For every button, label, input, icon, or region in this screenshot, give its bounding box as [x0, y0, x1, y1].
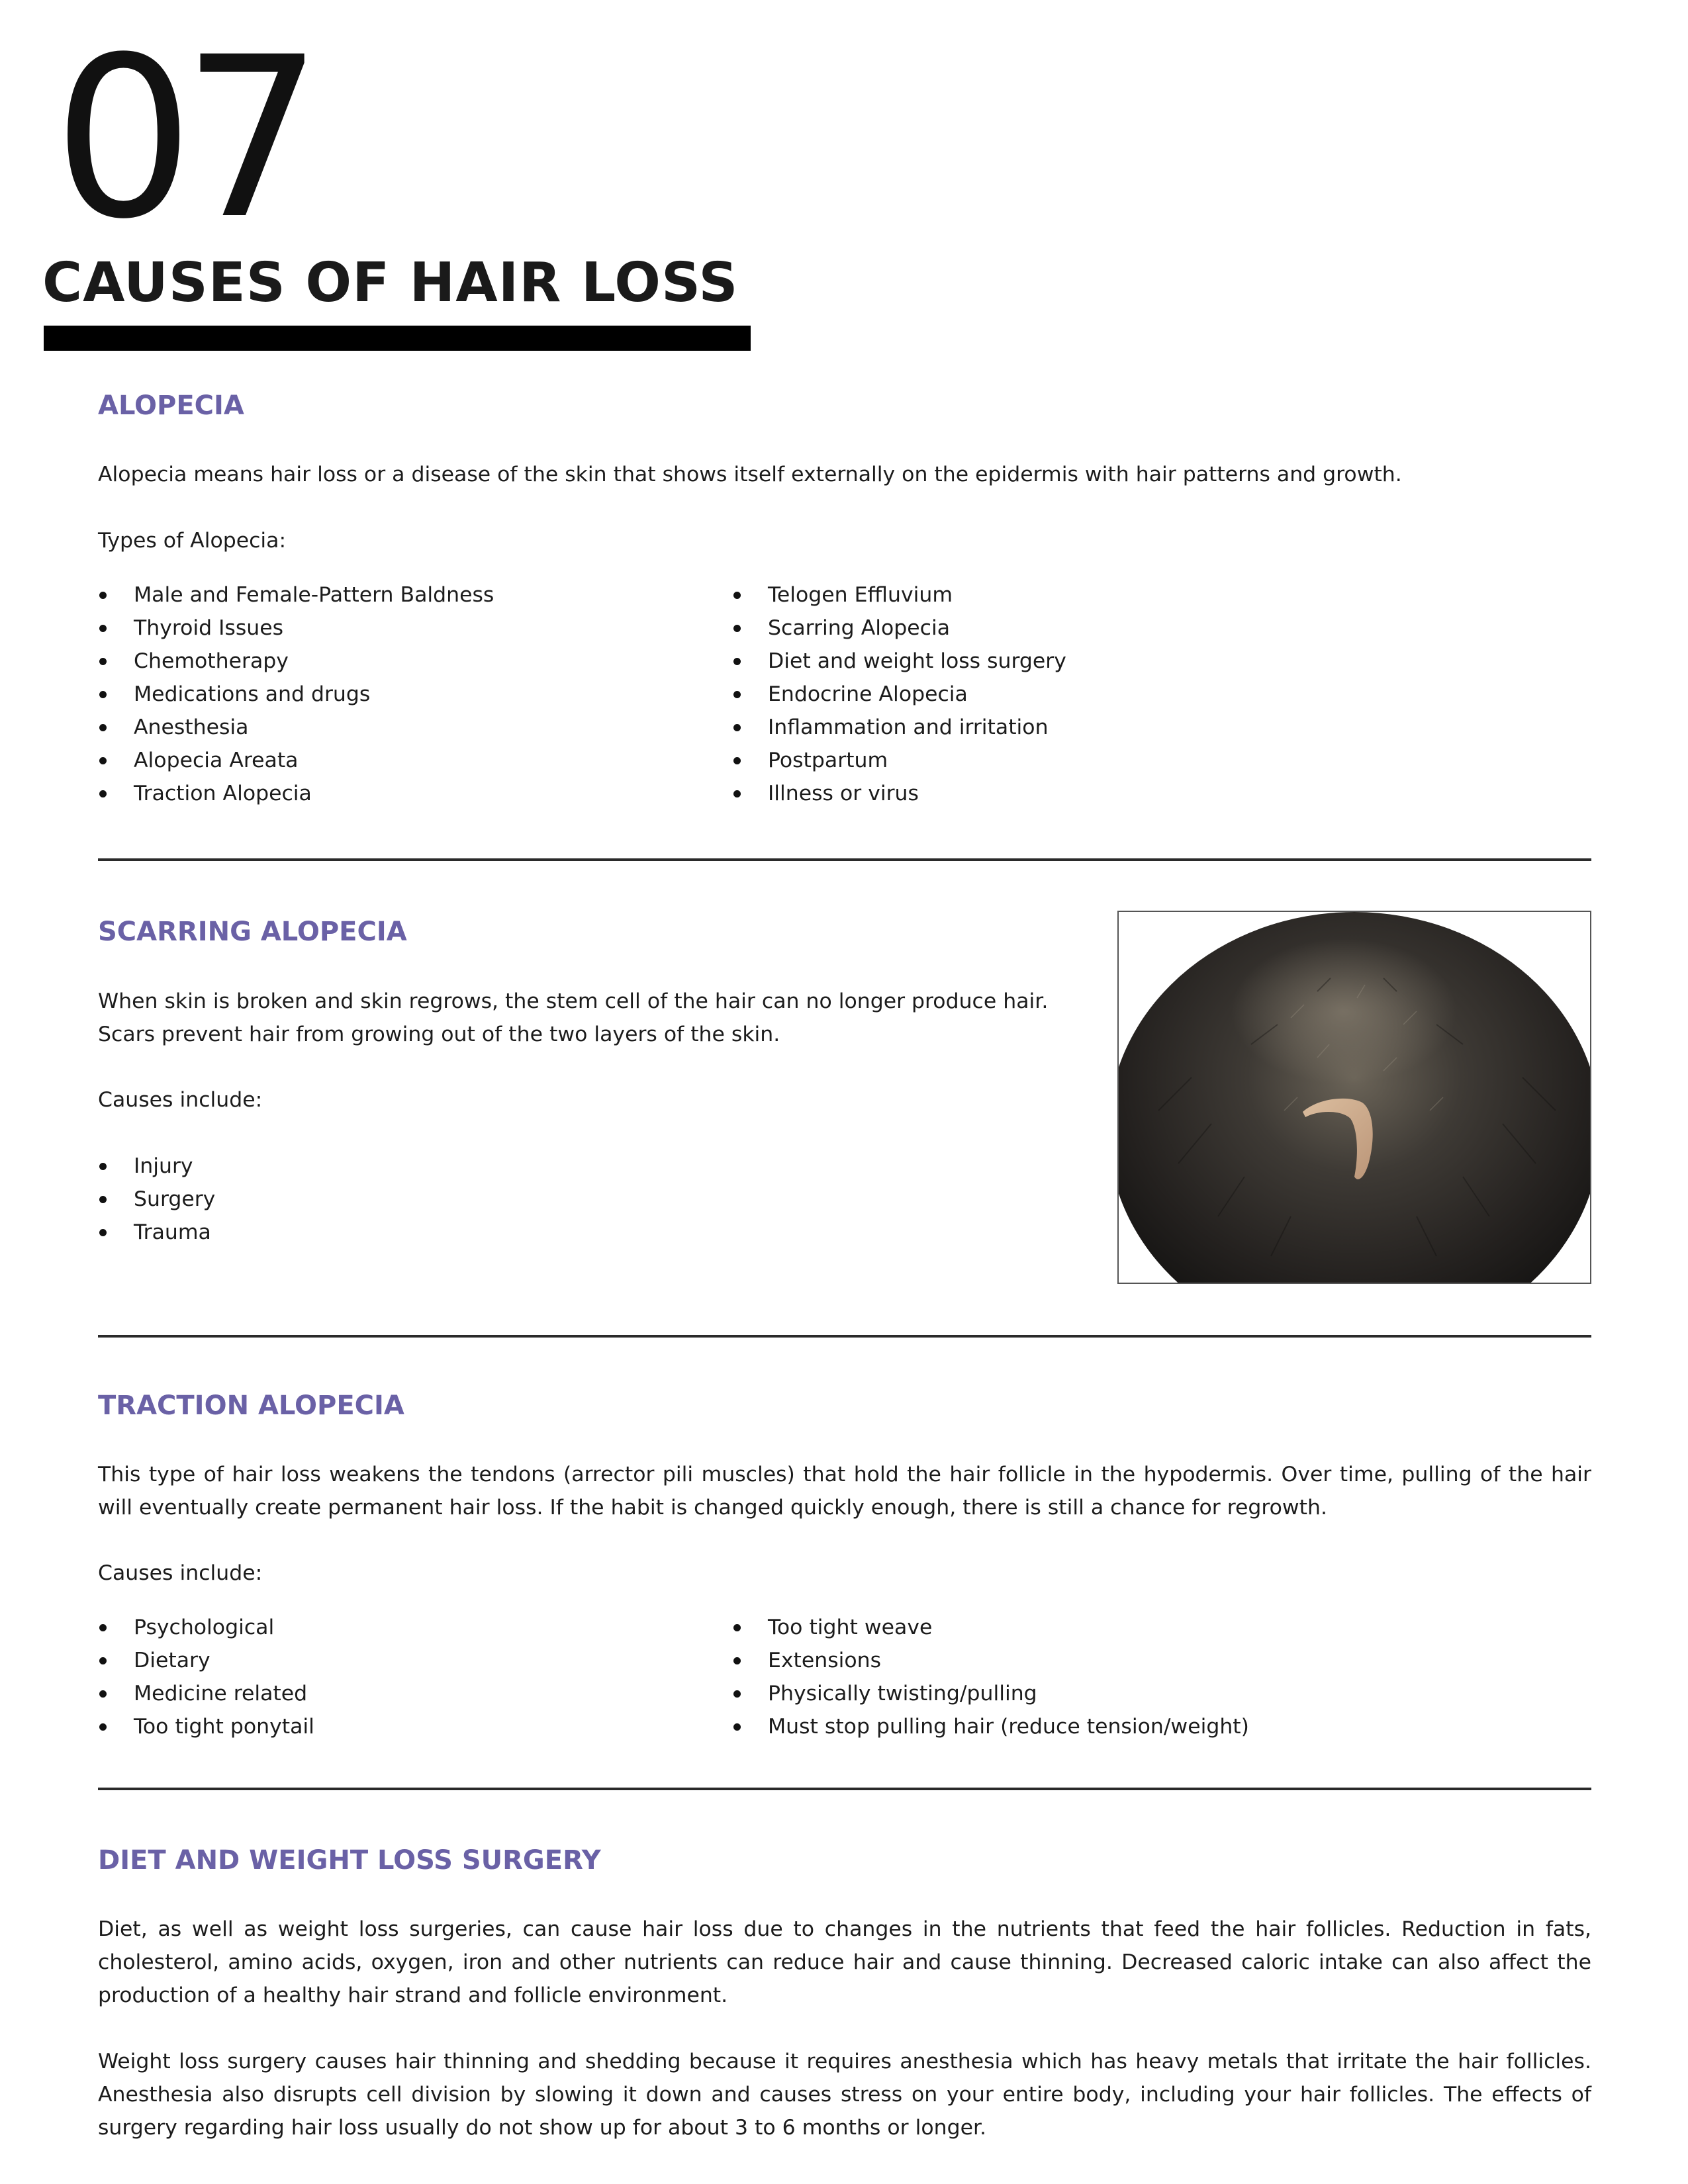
scarring-causes-label: Causes include:: [98, 1088, 263, 1112]
list-item: Surgery: [98, 1183, 694, 1216]
alopecia-types-list-right: [732, 578, 1394, 810]
section-divider: [98, 1335, 1591, 1338]
traction-causes-list-right: [732, 1611, 1560, 1743]
list-item: Extensions: [732, 1644, 1560, 1677]
diet-paragraph-1: Diet, as well as weight loss surgeries, can cause hair loss due to changes in the nutrients that feed the hair follicles. Reduction in fats, cholesterol, amino acids, oxygen, iron and other nutrients can reduce hair and cause thinning. Decreased caloric intake can also affect the production of a healthy hair strand and follicle environment.: [98, 1917, 1591, 2007]
alopecia-types-list-left: [98, 578, 694, 810]
list-item: Thyroid Issues: [98, 612, 694, 645]
scarring-intro: When skin is broken and skin regrows, the stem cell of the hair can no longer produce hair. Scars prevent hair from growing out of the two layers of the skin.: [98, 989, 1049, 1046]
list-item: Dietary: [98, 1644, 694, 1677]
scarring-causes-list: [98, 1150, 694, 1249]
section-heading-diet-weight-loss-surgery: DIET AND WEIGHT LOSS SURGERY: [98, 1845, 601, 1876]
list-item: Telogen Effluvium: [732, 578, 1394, 612]
list-item: Alopecia Areata: [98, 744, 694, 777]
list-item: Endocrine Alopecia: [732, 678, 1394, 711]
list-item: Anesthesia: [98, 711, 694, 744]
list-item: Illness or virus: [732, 777, 1394, 810]
alopecia-intro: Alopecia means hair loss or a disease of the skin that shows itself externally on the epidermis with hair patterns and growth.: [98, 463, 1402, 486]
list-item: Injury: [98, 1150, 694, 1183]
alopecia-types-label: Types of Alopecia:: [98, 529, 287, 553]
list-item: Too tight ponytail: [98, 1710, 694, 1743]
list-item: Scarring Alopecia: [732, 612, 1394, 645]
list-item: Must stop pulling hair (reduce tension/weight): [732, 1710, 1560, 1743]
list-item: Too tight weave: [732, 1611, 1560, 1644]
list-item: Psychological: [98, 1611, 694, 1644]
chapter-title: CAUSES OF HAIR LOSS: [42, 251, 739, 314]
title-underline-bar: [44, 326, 751, 351]
list-item: Physically twisting/pulling: [732, 1677, 1560, 1710]
list-item: Postpartum: [732, 744, 1394, 777]
section-heading-traction-alopecia: TRACTION ALOPECIA: [98, 1390, 404, 1421]
list-item: Medicine related: [98, 1677, 694, 1710]
list-item: Traction Alopecia: [98, 777, 694, 810]
traction-intro: This type of hair loss weakens the tendons (arrector pili muscles) that hold the hair follicle in the hypodermis. Over time, pulling of the hair will eventually create permanent hair loss. If the habit is changed quickly enough, there is still a chance for regrowth.: [98, 1463, 1591, 1520]
section-heading-scarring-alopecia: SCARRING ALOPECIA: [98, 917, 407, 947]
section-divider: [98, 1788, 1591, 1790]
list-item: Medications and drugs: [98, 678, 694, 711]
traction-causes-list-left: [98, 1611, 694, 1743]
chapter-number: 07: [53, 10, 312, 268]
list-item: Male and Female-Pattern Baldness: [98, 578, 694, 612]
list-item: Diet and weight loss surgery: [732, 645, 1394, 678]
traction-causes-label: Causes include:: [98, 1561, 263, 1585]
diet-paragraph-2: Weight loss surgery causes hair thinning and shedding because it requires anesthesia which has heavy metals that irritate the hair follicles. Anesthesia also disrupts cell division by slowing it down and causes stress on your entire body, including your hair follicles. The effects of surgery regarding hair loss usually do not show up for about 3 to 6 months or longer.: [98, 2050, 1591, 2140]
list-item: Trauma: [98, 1216, 694, 1249]
list-item: Inflammation and irritation: [732, 711, 1394, 744]
section-heading-alopecia: ALOPECIA: [98, 390, 244, 421]
list-item: Chemotherapy: [98, 645, 694, 678]
scalp-scar-photo: [1117, 911, 1591, 1284]
section-divider: [98, 858, 1591, 861]
